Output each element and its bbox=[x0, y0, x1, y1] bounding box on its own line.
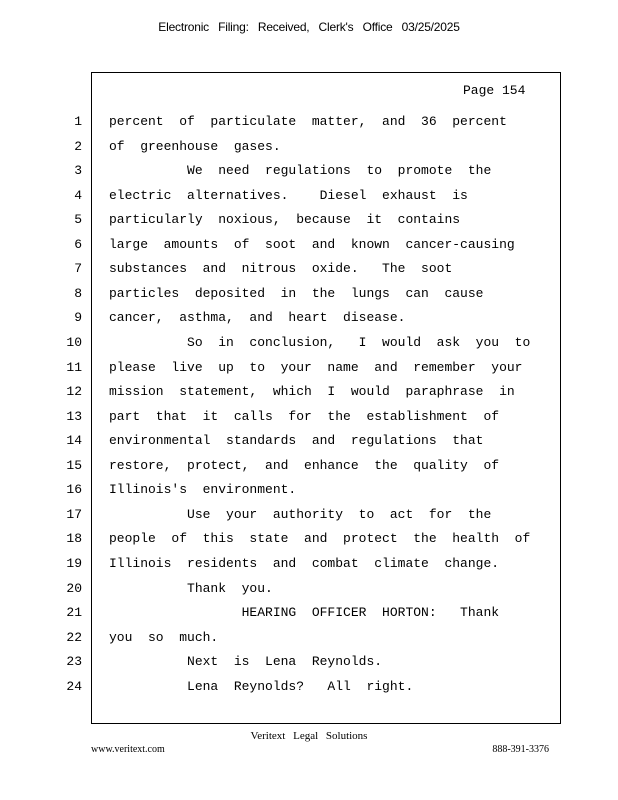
transcript-line: Illinois residents and combat climate change. bbox=[109, 555, 500, 571]
transcript-line: Lena Reynolds? All right. bbox=[109, 678, 414, 694]
line-number: 5 bbox=[74, 212, 82, 228]
line-number: 4 bbox=[74, 187, 82, 203]
line-number: 3 bbox=[74, 163, 82, 179]
line-number: 16 bbox=[66, 482, 82, 498]
page-number: Page 154 bbox=[463, 83, 526, 98]
transcript-line: of greenhouse gases. bbox=[109, 138, 281, 154]
line-number: 2 bbox=[74, 138, 82, 154]
transcript-line: HEARING OFFICER HORTON: Thank bbox=[109, 605, 500, 620]
line-number: 10 bbox=[66, 335, 82, 350]
line-number: 6 bbox=[74, 236, 82, 252]
line-number: 9 bbox=[74, 310, 82, 326]
line-number: 22 bbox=[66, 629, 82, 645]
transcript-line: So in conclusion, I would ask you to bbox=[109, 335, 531, 350]
line-number: 8 bbox=[74, 285, 82, 301]
footer-website: www.veritext.com bbox=[91, 744, 165, 755]
transcript-line: particularly noxious, because it contains bbox=[109, 212, 461, 228]
line-number: 1 bbox=[74, 114, 82, 129]
line-number: 21 bbox=[66, 605, 82, 620]
transcript-line: Thank you. bbox=[109, 580, 273, 596]
line-number: 13 bbox=[66, 408, 82, 424]
transcript-line: Next is Lena Reynolds. bbox=[109, 654, 383, 670]
transcript-line: Illinois's environment. bbox=[109, 482, 297, 498]
transcript-line: restore, protect, and enhance the quality of bbox=[109, 457, 500, 473]
transcript-line: particles deposited in the lungs can cause bbox=[109, 285, 484, 301]
transcript-line: We need regulations to promote the bbox=[109, 163, 492, 179]
transcript-line: large amounts of soot and known cancer-causing bbox=[109, 236, 515, 252]
transcript-line: substances and nitrous oxide. The soot bbox=[109, 261, 453, 277]
transcript-line: please live up to your name and remember your bbox=[109, 359, 523, 375]
transcript-line: electric alternatives. Diesel exhaust is bbox=[109, 187, 468, 203]
transcript-line: cancer, asthma, and heart disease. bbox=[109, 310, 406, 326]
line-number: 15 bbox=[66, 457, 82, 473]
transcript-line: environmental standards and regulations that bbox=[109, 433, 484, 449]
line-number: 12 bbox=[66, 384, 82, 400]
line-number: 23 bbox=[66, 654, 82, 670]
footer-company: Veritext Legal Solutions bbox=[250, 730, 368, 742]
line-number: 17 bbox=[66, 506, 82, 522]
line-number: 20 bbox=[66, 580, 82, 596]
transcript-line: Use your authority to act for the bbox=[109, 506, 492, 522]
electronic-filing-stamp: Electronic Filing: Received, Clerk's Office 03/25/2025 bbox=[158, 20, 460, 34]
transcript-line: people of this state and protect the health of bbox=[109, 531, 531, 547]
transcript-line: mission statement, which I would paraphrase in bbox=[109, 384, 515, 400]
line-number: 11 bbox=[66, 359, 82, 375]
transcript-line: percent of particulate matter, and 36 percent bbox=[109, 114, 507, 129]
line-number: 19 bbox=[66, 555, 82, 571]
footer-phone: 888-391-3376 bbox=[492, 744, 549, 755]
line-number: 7 bbox=[74, 261, 82, 277]
transcript-line: part that it calls for the establishment of bbox=[109, 408, 500, 424]
transcript-line: you so much. bbox=[109, 629, 219, 645]
line-number: 18 bbox=[66, 531, 82, 547]
line-number: 14 bbox=[66, 433, 82, 449]
line-number: 24 bbox=[66, 678, 82, 694]
